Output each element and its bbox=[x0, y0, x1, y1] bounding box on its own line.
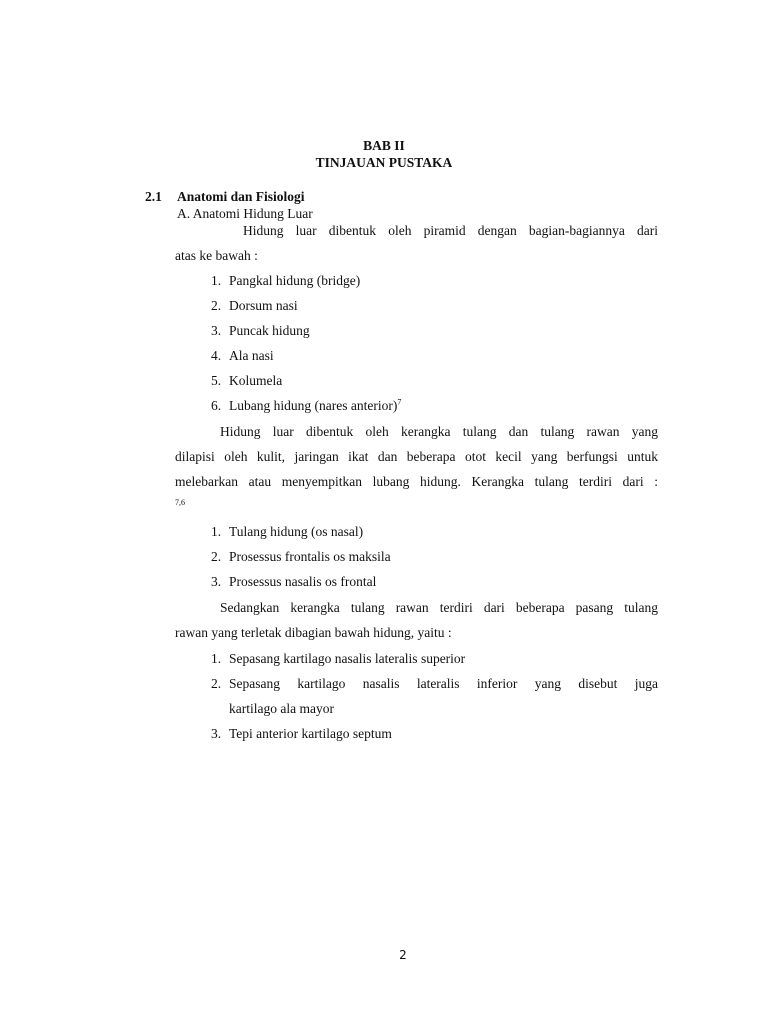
list1-item-1: Pangkal hidung (bridge) bbox=[229, 273, 361, 288]
paragraph2-reference: 7,6 bbox=[175, 498, 185, 507]
paragraph1-line2: atas ke bawah : bbox=[175, 248, 258, 263]
paragraph2-line3: melebarkan atau menyempitkan lubang hidung. Kerangka tulang terdiri dari : bbox=[175, 474, 658, 489]
list1-num-5: 5. bbox=[211, 373, 222, 388]
list1-num-1: 1. bbox=[211, 273, 222, 288]
list1-item-6 bbox=[229, 398, 401, 414]
paragraph3-line1: Sedangkan kerangka tulang rawan terdiri dari beberapa pasang tulang bbox=[220, 600, 658, 615]
list2-num-1: 1. bbox=[211, 524, 222, 539]
list3-item-3: Tepi anterior kartilago septum bbox=[229, 726, 392, 741]
list1-item-6-text: Lubang hidung (nares anterior) bbox=[229, 398, 398, 413]
section-number: 2.1 bbox=[145, 189, 162, 204]
paragraph1-line1: Hidung luar dibentuk oleh piramid dengan bagian-bagiannya dari bbox=[243, 223, 658, 238]
list1-item-5: Kolumela bbox=[229, 373, 283, 388]
list3-item-1: Sepasang kartilago nasalis lateralis superior bbox=[229, 651, 466, 666]
reference-superscript: 7 bbox=[397, 397, 402, 407]
paragraph2-line1: Hidung luar dibentuk oleh kerangka tulang dan tulang rawan yang bbox=[220, 424, 658, 439]
list2-item-1: Tulang hidung (os nasal) bbox=[229, 524, 364, 539]
list3-item-2-continuation: kartilago ala mayor bbox=[229, 701, 334, 716]
list1-num-3: 3. bbox=[211, 323, 222, 338]
subsection-title: A. Anatomi Hidung Luar bbox=[177, 206, 313, 221]
list2-item-3: Prosessus nasalis os frontal bbox=[229, 574, 377, 589]
list2-num-2: 2. bbox=[211, 549, 222, 564]
paragraph2-line2: dilapisi oleh kulit, jaringan ikat dan beberapa otot kecil yang berfungsi untuk bbox=[175, 449, 658, 464]
chapter-title: TINJAUAN PUSTAKA bbox=[315, 155, 453, 170]
list3-num-2: 2. bbox=[211, 676, 222, 691]
chapter-label: BAB II bbox=[363, 138, 405, 153]
list3-num-1: 1. bbox=[211, 651, 222, 666]
section-title: Anatomi dan Fisiologi bbox=[177, 189, 305, 204]
list1-num-6: 6. bbox=[211, 398, 222, 413]
list1-item-2: Dorsum nasi bbox=[229, 298, 298, 313]
paragraph3-line2: rawan yang terletak dibagian bawah hidung, yaitu : bbox=[175, 625, 452, 640]
list2-item-2: Prosessus frontalis os maksila bbox=[229, 549, 391, 564]
list3-num-3: 3. bbox=[211, 726, 222, 741]
list1-num-4: 4. bbox=[211, 348, 222, 363]
page-number: 2 bbox=[399, 948, 407, 962]
list2-num-3: 3. bbox=[211, 574, 222, 589]
list1-item-3: Puncak hidung bbox=[229, 323, 310, 338]
list1-item-4: Ala nasi bbox=[229, 348, 274, 363]
list3-item-2: Sepasang kartilago nasalis lateralis inferior yang disebut juga bbox=[229, 676, 658, 691]
list1-num-2: 2. bbox=[211, 298, 222, 313]
